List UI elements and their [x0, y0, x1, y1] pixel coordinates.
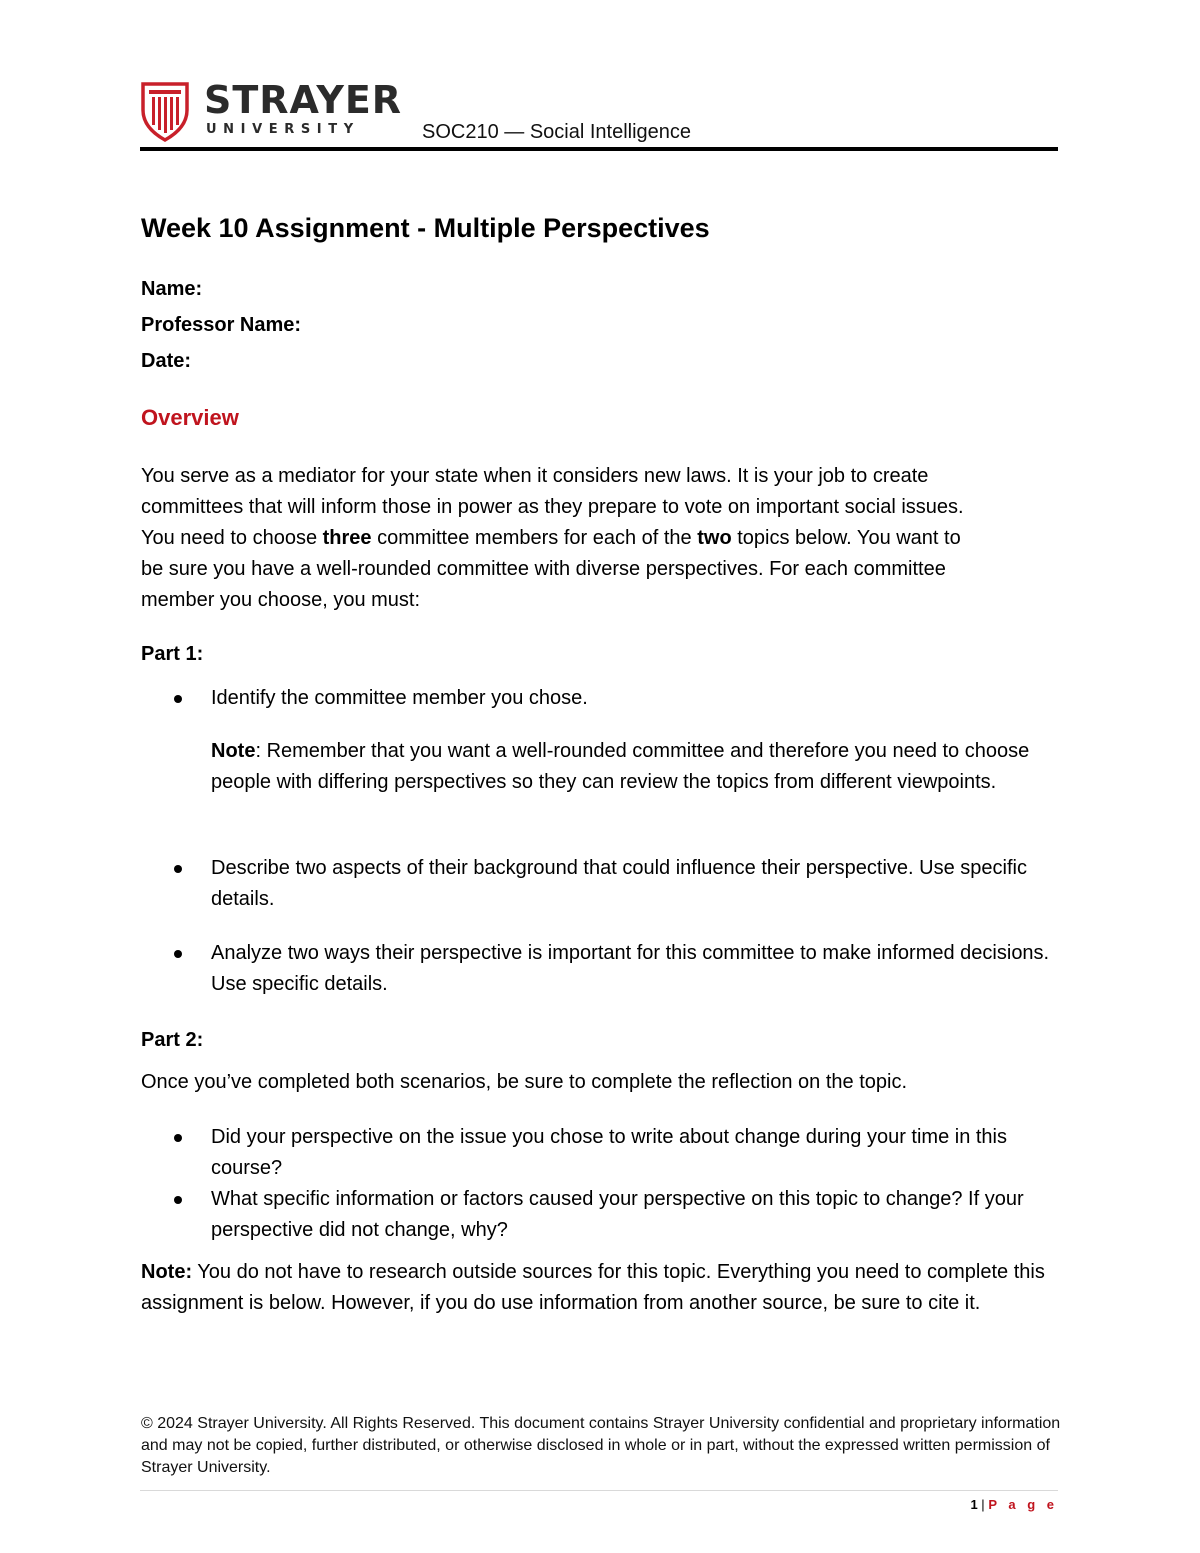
overview-line: be sure you have a well-rounded committee with diverse perspectives. For each committee [141, 558, 946, 580]
part1-heading: Part 1: [141, 643, 204, 665]
emphasis-two: two [697, 527, 732, 549]
page-word: P a g e [988, 1497, 1058, 1512]
overview-line: You serve as a mediator for your state when it considers new laws. It is your job to create [141, 465, 929, 487]
bullet-icon [172, 1194, 184, 1206]
part1-item-describe: Describe two aspects of their background that could influence their perspective. Use specific details. [211, 857, 1027, 910]
copyright-notice: © 2024 Strayer University. All Rights Reserved. This document contains Strayer University confidential and proprietary information and may not be copied, further distributed, or otherwise disclosed in whole or in part, without the expressed written permission of Strayer University. [141, 1415, 1061, 1476]
bullet-icon [172, 1132, 184, 1144]
overview-line: committees that will inform those in power as they prepare to vote on important social issues. [141, 496, 964, 518]
name-field-label: Name: [141, 278, 203, 300]
note-label: Note: [141, 1261, 193, 1283]
logo-subtitle: UNIVERSITY [206, 122, 360, 137]
page-number [970, 1496, 1058, 1514]
emphasis-three: three [322, 527, 372, 549]
part2-intro: Once you’ve completed both scenarios, be sure to complete the reflection on the topic. [141, 1071, 907, 1093]
header-divider [140, 147, 1058, 151]
shield-icon [140, 80, 190, 142]
page-number-separator: | [981, 1497, 985, 1512]
date-field-label: Date: [141, 350, 192, 372]
overview-line: member you choose, you must: [141, 589, 421, 611]
part1-note: Note: Remember that you want a well-rounded committee and therefore you need to choose people with differing perspectives so they can review the topics from different viewpoints. [211, 740, 1030, 793]
part1-item-analyze: Analyze two ways their perspective is important for this committee to make informed decisions. Use specific details. [211, 942, 1050, 995]
course-title: SOC210 — Social Intelligence [422, 121, 692, 143]
logo-wordmark: STRAYER [204, 78, 403, 122]
part2-note: Note: You do not have to research outside sources for this topic. Everything you need to complete this assignment is below. However, if you do use information from another source, be sure to cite it. [141, 1261, 1045, 1314]
bullet-icon [172, 948, 184, 960]
part2-item-change: Did your perspective on the issue you chose to write about change during your time in this course? [211, 1126, 1007, 1179]
page-number-value: 1 [970, 1497, 978, 1512]
bullet-icon [172, 693, 184, 705]
part2-heading: Part 2: [141, 1029, 204, 1051]
assignment-title: Week 10 Assignment - Multiple Perspectives [141, 213, 710, 243]
note-label: Note [211, 740, 256, 762]
overview-heading: Overview [141, 405, 239, 430]
part2-item-factors: What specific information or factors caused your perspective on this topic to change? If your perspective did not change, why? [211, 1188, 1024, 1241]
overview-line: You need to choose three committee members for each of the two topics below. You want to [141, 527, 961, 549]
strayer-logo [140, 80, 410, 142]
professor-field-label: Professor Name: [141, 314, 302, 336]
footer-divider [140, 1490, 1058, 1491]
bullet-icon [172, 863, 184, 875]
part1-item-identify: Identify the committee member you chose. [211, 687, 588, 709]
overview-paragraph [141, 461, 1071, 616]
